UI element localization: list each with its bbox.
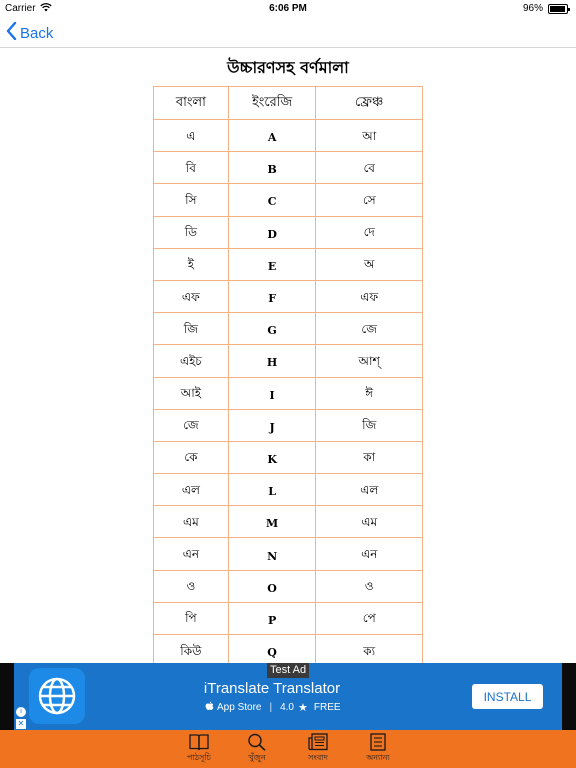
navigation-bar (0, 18, 576, 48)
status-bar (0, 0, 576, 18)
back-button[interactable] (6, 21, 53, 45)
ad-app-name[interactable]: iTranslate Translator (203, 680, 341, 697)
table-row (154, 538, 423, 570)
cell-english: B (228, 152, 316, 184)
alphabet-table (153, 86, 423, 663)
column-header-french: ফ্রেঞ্চ (316, 87, 423, 120)
cell-french: সে (316, 184, 423, 216)
globe-icon[interactable] (29, 668, 85, 724)
cell-english: M (228, 506, 316, 538)
meta-divider: | (269, 701, 273, 713)
cell-bangla: কিউ (154, 635, 229, 664)
table-row (154, 409, 423, 441)
ad-banner[interactable] (0, 663, 576, 730)
cell-bangla: এল (154, 474, 229, 506)
table-row (154, 120, 423, 152)
clock: 6:06 PM (269, 3, 307, 14)
cell-french: এফ (316, 280, 423, 312)
cell-bangla: সি (154, 184, 229, 216)
cell-french: পে (316, 602, 423, 634)
cell-english: H (228, 345, 316, 377)
cell-french: এল (316, 474, 423, 506)
store-label: App Store (217, 701, 262, 713)
cell-french: ঈ (316, 377, 423, 409)
ad-meta (205, 700, 341, 714)
tab-label-syllabus: পাঠসূচি (187, 753, 211, 762)
cell-french: আ (316, 120, 423, 152)
cell-french: এন (316, 538, 423, 570)
cell-french: ও (316, 570, 423, 602)
tab-others[interactable] (350, 733, 406, 767)
cell-english: J (228, 409, 316, 441)
cell-bangla: জে (154, 409, 229, 441)
tab-label-search: খুঁজুন (248, 753, 266, 762)
rating-value: 4.0 (280, 701, 294, 713)
cell-french: ক্য (316, 635, 423, 664)
list-icon (368, 733, 388, 751)
cell-french: আশ্ (316, 345, 423, 377)
table-body (154, 120, 423, 664)
table-row (154, 602, 423, 634)
cell-english: A (228, 120, 316, 152)
table-row (154, 377, 423, 409)
cell-english: I (228, 377, 316, 409)
cell-french: জি (316, 409, 423, 441)
ad-info-icon[interactable]: i (16, 707, 26, 717)
cell-bangla: পি (154, 602, 229, 634)
table-row (154, 506, 423, 538)
cell-bangla: কে (154, 441, 229, 473)
cell-bangla: ডি (154, 216, 229, 248)
tab-search[interactable] (229, 733, 285, 767)
cell-english: Q (228, 635, 316, 664)
cell-english: K (228, 441, 316, 473)
back-label: Back (20, 24, 54, 42)
cell-bangla: এ (154, 120, 229, 152)
cell-bangla: এইচ (154, 345, 229, 377)
cell-bangla: ই (154, 248, 229, 280)
cell-english: C (228, 184, 316, 216)
cell-bangla: এম (154, 506, 229, 538)
ad-right-strip (562, 663, 576, 730)
tab-bar (0, 730, 576, 768)
star-icon: ★ (298, 701, 308, 714)
test-ad-badge: Test Ad (267, 663, 309, 678)
cell-english: E (228, 248, 316, 280)
cell-bangla: এফ (154, 280, 229, 312)
cell-french: এম (316, 506, 423, 538)
book-icon (189, 733, 209, 751)
cell-french: বে (316, 152, 423, 184)
tab-syllabus[interactable] (171, 733, 227, 767)
cell-english: L (228, 474, 316, 506)
ad-close-icon[interactable]: ✕ (17, 719, 25, 728)
tab-label-news: সংবাদ (308, 753, 328, 762)
cell-bangla: আই (154, 377, 229, 409)
table-row (154, 216, 423, 248)
content-area[interactable] (0, 49, 576, 663)
cell-bangla: জি (154, 313, 229, 345)
cell-english: O (228, 570, 316, 602)
news-icon (308, 733, 328, 751)
column-header-english: ইংরেজি (228, 87, 316, 120)
price-label: FREE (313, 701, 341, 713)
cell-english: N (228, 538, 316, 570)
cell-french: জে (316, 313, 423, 345)
cell-bangla: ও (154, 570, 229, 602)
carrier-label: Carrier (5, 3, 36, 14)
table-row (154, 248, 423, 280)
column-header-bangla: বাংলা (154, 87, 229, 120)
apple-icon (205, 701, 214, 714)
cell-bangla: বি (154, 152, 229, 184)
tab-news[interactable] (290, 733, 346, 767)
cell-english: F (228, 280, 316, 312)
cell-english: G (228, 313, 316, 345)
battery-percentage: 96% (522, 3, 543, 14)
table-row (154, 184, 423, 216)
ad-left-strip (0, 663, 14, 730)
table-row (154, 570, 423, 602)
cell-french: অ (316, 248, 423, 280)
table-row (154, 152, 423, 184)
table-header-row (154, 87, 423, 120)
tab-label-others: অন্যান্য (366, 753, 390, 762)
table-row (154, 280, 423, 312)
table-row (154, 474, 423, 506)
table-row (154, 635, 423, 664)
cell-french: কা (316, 441, 423, 473)
page-title: উচ্চারণসহ বর্ণমালা (227, 58, 349, 77)
chevron-left-icon (6, 22, 20, 44)
cell-english: P (228, 602, 316, 634)
cell-bangla: এন (154, 538, 229, 570)
table-row (154, 345, 423, 377)
table-row (154, 441, 423, 473)
search-icon (247, 733, 267, 751)
table-row (154, 313, 423, 345)
battery-icon (548, 4, 568, 14)
install-button[interactable]: INSTALL (472, 684, 543, 709)
cell-english: D (228, 216, 316, 248)
cell-french: দে (316, 216, 423, 248)
